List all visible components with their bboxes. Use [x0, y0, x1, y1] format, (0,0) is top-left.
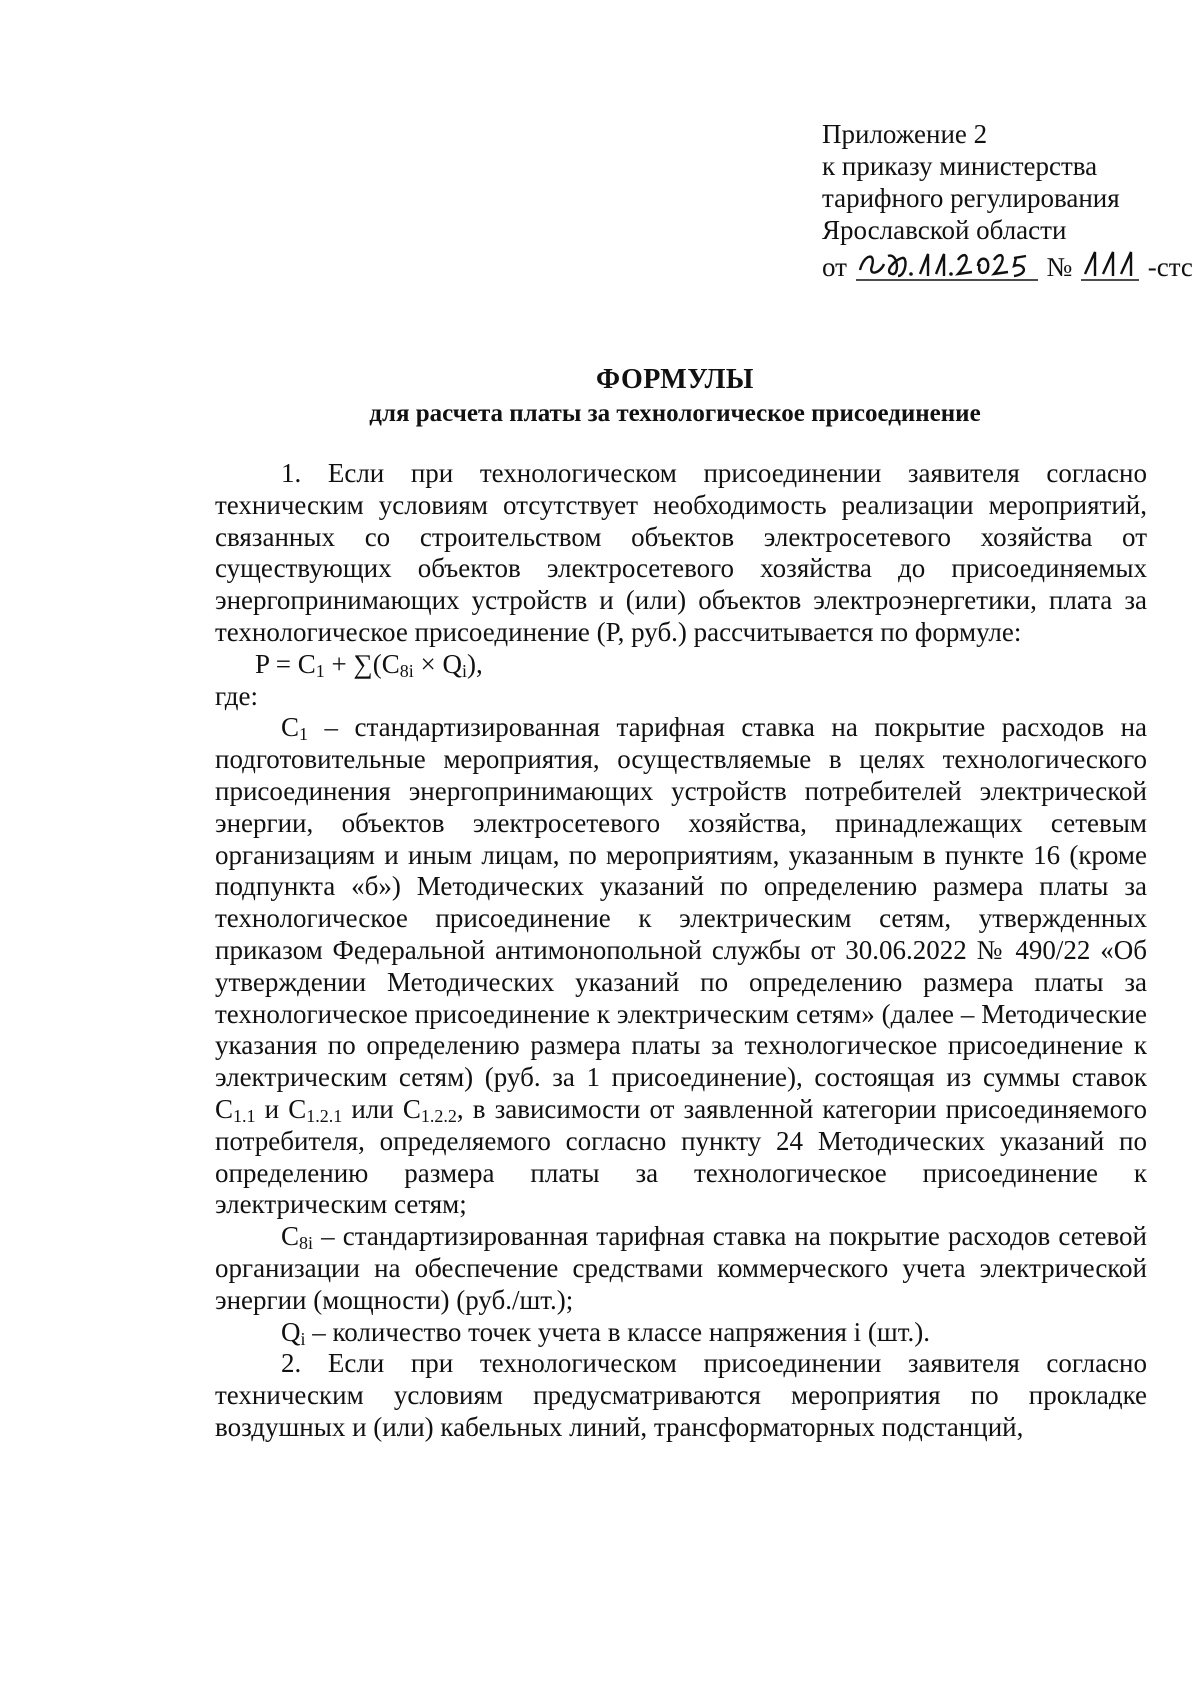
definition-qi: $Q_i$ – количество точек учета в классе напряжения i (шт.).	[281, 1316, 930, 1349]
order-suffix: -стс	[1147, 252, 1193, 282]
handwritten-date	[854, 246, 1040, 282]
order-date-number	[822, 246, 1193, 283]
handwritten-number	[1079, 246, 1141, 282]
date-prefix: от	[822, 252, 847, 282]
formula: $P = C_1 + \sum(C_{8i} \times Q_i)$,	[255, 648, 483, 681]
paragraph-1: 1. Если при технологическом присоединении заявителя согласно техническим условиям отсутствует необходимость реализации мероприятий, связанных со строительством объектов электросетевого хозяйства от существующих объектов электросетевого хозяйства до присоединяемых энергопринимающих устройств и (или) объектов электроэнергетики, плата за технологическое присоединение (P, руб.) рассчитывается по формуле:	[215, 458, 1147, 647]
definition-c1: $C_1$ – стандартизированная тарифная ставка на покрытие расходов на подготовительные мероприятия, осуществляемые в целях технологического присоединения энергопринимающих устройств потребителей электрической энергии, объектов электросетевого хозяйства, принадлежащих сетевым организациям и иным лицам, по мероприятиям, указанным в пункте 16 (кроме подпункта «б») Методических указаний по определению размера платы за технологическое присоединение к электрическим сетям, утвержденных приказом Федеральной антимонопольной службы от 30.06.2022 № 490/22 «Об утверждении Методических указаний по определению размера платы за технологическое присоединение к электрическим сетям» (далее – Методические указания по определению размера платы за технологическое присоединение к электрическим сетям) (руб. за 1 присоединение), состоящая из суммы ставок $C_{1.1}$ и $C_{1.2.1}$ или $C_{1.2.2}$, в зависимости от заявленной категории присоединяемого потребителя, определяемого согласно пункту 24 Методических указаний по определению размера платы за технологическое присоединение к электрическим сетям;	[215, 712, 1147, 1220]
document-title	[215, 363, 1135, 431]
region-name: Ярославской области	[822, 215, 1067, 245]
paragraph-2: 2. Если при технологическом присоединении заявителя согласно техническим условиям предусматриваются мероприятия по прокладке воздушных и (или) кабельных линий, трансформаторных подстанций,	[215, 1348, 1147, 1442]
where-label: где:	[215, 680, 258, 711]
number-sign: №	[1046, 252, 1073, 282]
ministry-name: тарифного регулирования	[822, 183, 1120, 213]
order-ref: к приказу министерства	[822, 151, 1098, 181]
document-body	[215, 458, 1147, 1444]
title-main: ФОРМУЛЫ	[596, 364, 754, 395]
definition-c8i: $C_{8i}$ – стандартизированная тарифная ставка на покрытие расходов сетевой организации на обеспечение средствами коммерческого учета электрической энергии (мощности) (руб./шт.);	[215, 1221, 1147, 1315]
title-sub: для расчета платы за технологическое присоединение	[369, 400, 981, 427]
appendix-label: Приложение 2	[822, 119, 988, 149]
appendix-header	[822, 118, 1193, 283]
